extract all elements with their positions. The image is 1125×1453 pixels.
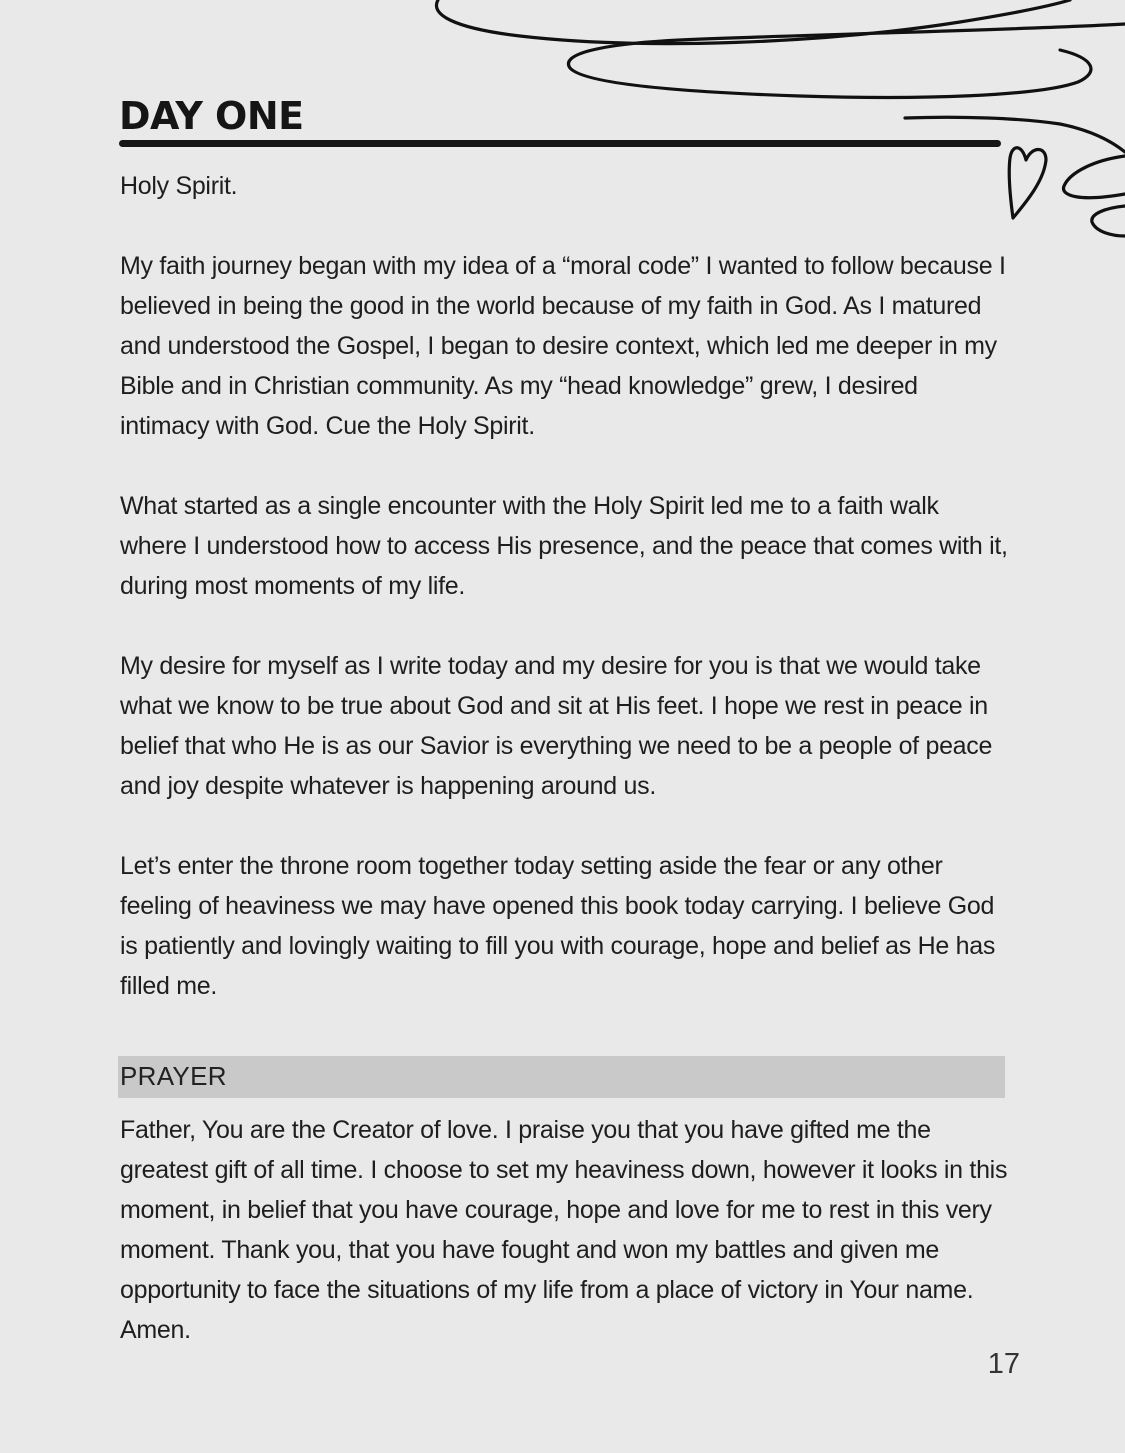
paragraph: My faith journey began with my idea of a “moral code” I wanted to follow because I believed in being the good in the world because of my faith in God. As I matured and understood the Gospel, I began to desire context, which led me deeper in my Bible and in Christian community. As my “head knowledge” grew, I desired intimacy with God. Cue the Holy Spirit. bbox=[120, 252, 1006, 440]
page-title: DAY ONE bbox=[119, 94, 304, 138]
paragraph-greeting: Holy Spirit. bbox=[120, 172, 238, 200]
page-number: 17 bbox=[987, 1348, 1020, 1380]
prayer-text: Father, You are the Creator of love. I praise you that you have gifted me the greatest gift of all time. I choose to set my heaviness down, however it looks in this moment, in belief that you have courage, hope and love for me to rest in this very moment. Thank you, that you have fought and won my battles and given me opportunity to face the situations of my life from a place of victory in Your name. Amen. bbox=[120, 1116, 1008, 1344]
title-underline bbox=[119, 140, 1001, 147]
paragraph: What started as a single encounter with the Holy Spirit led me to a faith walk where I understood how to access His presence, and the peace that comes with it, during most moments of my life. bbox=[120, 492, 1008, 600]
paragraph: Let’s enter the throne room together today setting aside the fear or any other feeling of heaviness we may have opened this book today carrying. I believe God is patiently and lovingly waiting to fill you with courage, hope and belief as He has filled me. bbox=[120, 852, 996, 1000]
prayer-label: PRAYER bbox=[120, 1061, 227, 1091]
paragraph: My desire for myself as I write today and my desire for you is that we would take what we know to be true about God and sit at His feet. I hope we rest in peace in belief that who He is as our Savior is everything we need to be a people of peace and joy despite whatever is happening around us. bbox=[120, 652, 993, 800]
devotional-body bbox=[120, 166, 1010, 1046]
prayer-header-bar bbox=[118, 1056, 1005, 1098]
